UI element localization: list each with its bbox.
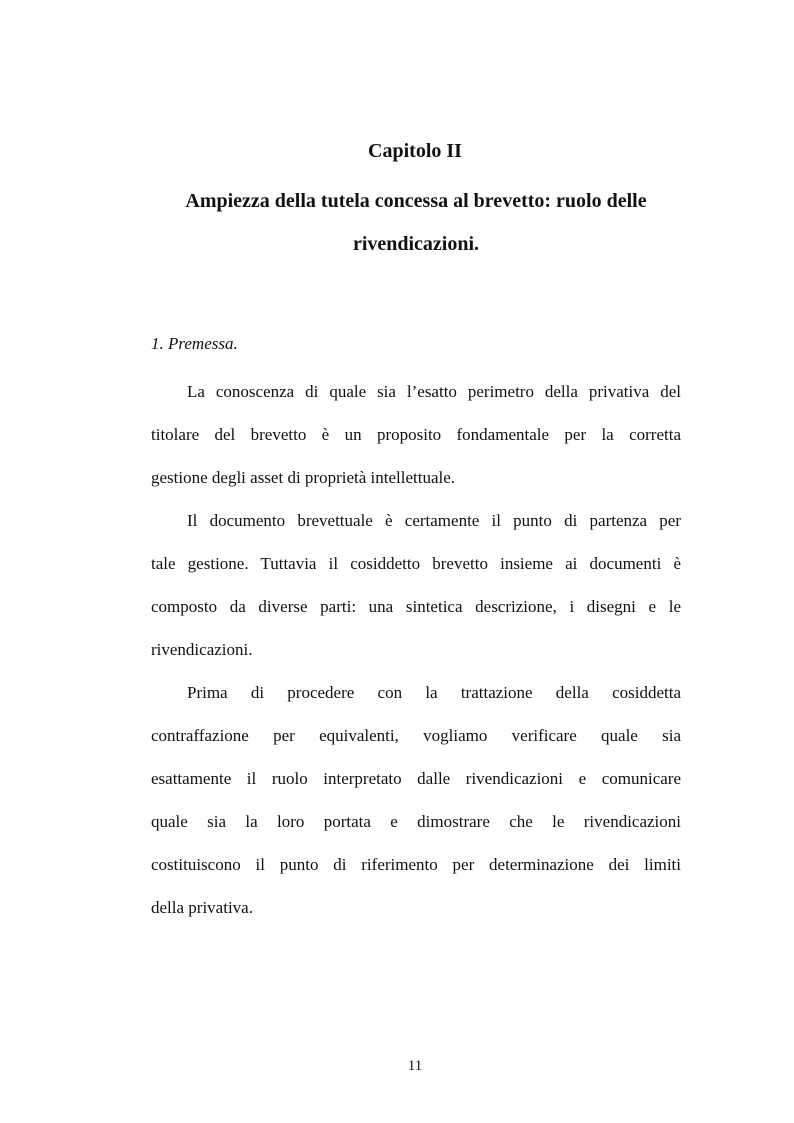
paragraph: [151, 370, 681, 499]
chapter-label: Capitolo II: [368, 140, 462, 162]
paragraph: [151, 671, 681, 929]
text-line: rivendicazioni.: [151, 640, 253, 659]
chapter-title-line: Ampiezza della tutela concessa al brevetto: ruolo delle: [185, 190, 647, 212]
text-line: La conoscenza di quale sia l’esatto perimetro della privativa del: [187, 382, 681, 401]
chapter-title: [151, 180, 681, 266]
section-heading: 1. Premessa.: [151, 334, 238, 353]
text-line: tale gestione. Tuttavia il cosiddetto brevetto insieme ai documenti è: [151, 554, 681, 573]
paragraph: [151, 499, 681, 671]
text-line: quale sia la loro portata e dimostrare che le rivendicazioni: [151, 812, 681, 831]
body-text: [151, 370, 681, 929]
text-line: gestione degli asset di proprietà intellettuale.: [151, 468, 456, 487]
text-line: Prima di procedere con la trattazione della cosiddetta: [187, 683, 681, 702]
text-line: costituiscono il punto di riferimento per determinazione dei limiti: [151, 855, 681, 874]
chapter-title-line: rivendicazioni.: [352, 233, 480, 255]
text-line: contraffazione per equivalenti, vogliamo verificare quale sia: [151, 726, 681, 745]
text-line: esattamente il ruolo interpretato dalle rivendicazioni e comunicare: [151, 769, 681, 788]
page-number: 11: [407, 1058, 423, 1074]
text-line: della privativa.: [151, 898, 253, 917]
text-line: titolare del brevetto è un proposito fondamentale per la corretta: [151, 425, 681, 444]
text-line: composto da diverse parti: una sintetica descrizione, i disegni e le: [151, 597, 681, 616]
text-line: Il documento brevettuale è certamente il punto di partenza per: [187, 511, 681, 530]
